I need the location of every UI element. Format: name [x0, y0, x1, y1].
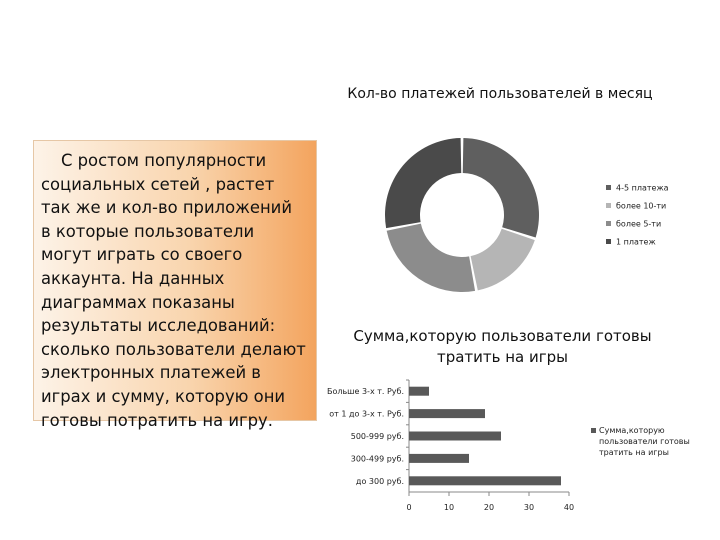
x-tick-label: 20: [483, 503, 495, 512]
legend-label: более 10-ти: [616, 201, 667, 211]
category-label: 500-999 руб.: [350, 432, 404, 441]
bar: [409, 387, 429, 396]
bar-legend: [591, 426, 690, 457]
bar-chart: [327, 380, 574, 512]
donut-slice: [463, 138, 539, 237]
donut-legend: [606, 184, 669, 247]
category-label: Больше 3-х т. Руб.: [326, 387, 404, 397]
bar: [409, 409, 485, 418]
bar: [409, 476, 561, 485]
category-label: от 1 до 3-х т. Руб.: [329, 409, 404, 419]
bar-chart-title: Сумма,которую пользователи готовы тратить на игры: [353, 327, 652, 366]
legend-label: Сумма,которую пользователи готовы тратить на игры: [599, 426, 690, 457]
bar: [409, 454, 469, 463]
bar: [409, 432, 501, 441]
description-text: С ростом популярности социальных сетей , растет так же и кол-во приложений в которые пользователи могут играть со своего аккаунта. На данных диаграммах показаны результаты исследований: сколько пользователи делают электронных платежей в играх и сумму, которую они готовы потратить на игру.: [41, 151, 306, 430]
legend-label: 1 платеж: [616, 237, 656, 247]
legend-swatch: [591, 428, 596, 433]
category-label: 300-499 руб.: [350, 454, 404, 464]
donut-slice: [387, 224, 475, 292]
donut-chart: [385, 138, 539, 292]
donut-slice: [385, 138, 461, 228]
donut-chart-title: Кол-во платежей пользователей в месяц: [347, 86, 653, 102]
legend-label: 4-5 платежа: [616, 183, 669, 193]
legend-swatch: [606, 221, 611, 226]
donut-slice: [471, 229, 535, 291]
legend-swatch: [606, 203, 611, 208]
legend-label: более 5-ти: [616, 219, 662, 229]
x-tick-label: 0: [406, 503, 412, 512]
legend-swatch: [606, 239, 611, 244]
category-label: до 300 руб.: [355, 476, 404, 486]
x-tick-label: 30: [523, 503, 535, 512]
x-tick-label: 10: [443, 503, 455, 512]
x-tick-label: 40: [563, 503, 575, 512]
legend-swatch: [606, 185, 611, 190]
